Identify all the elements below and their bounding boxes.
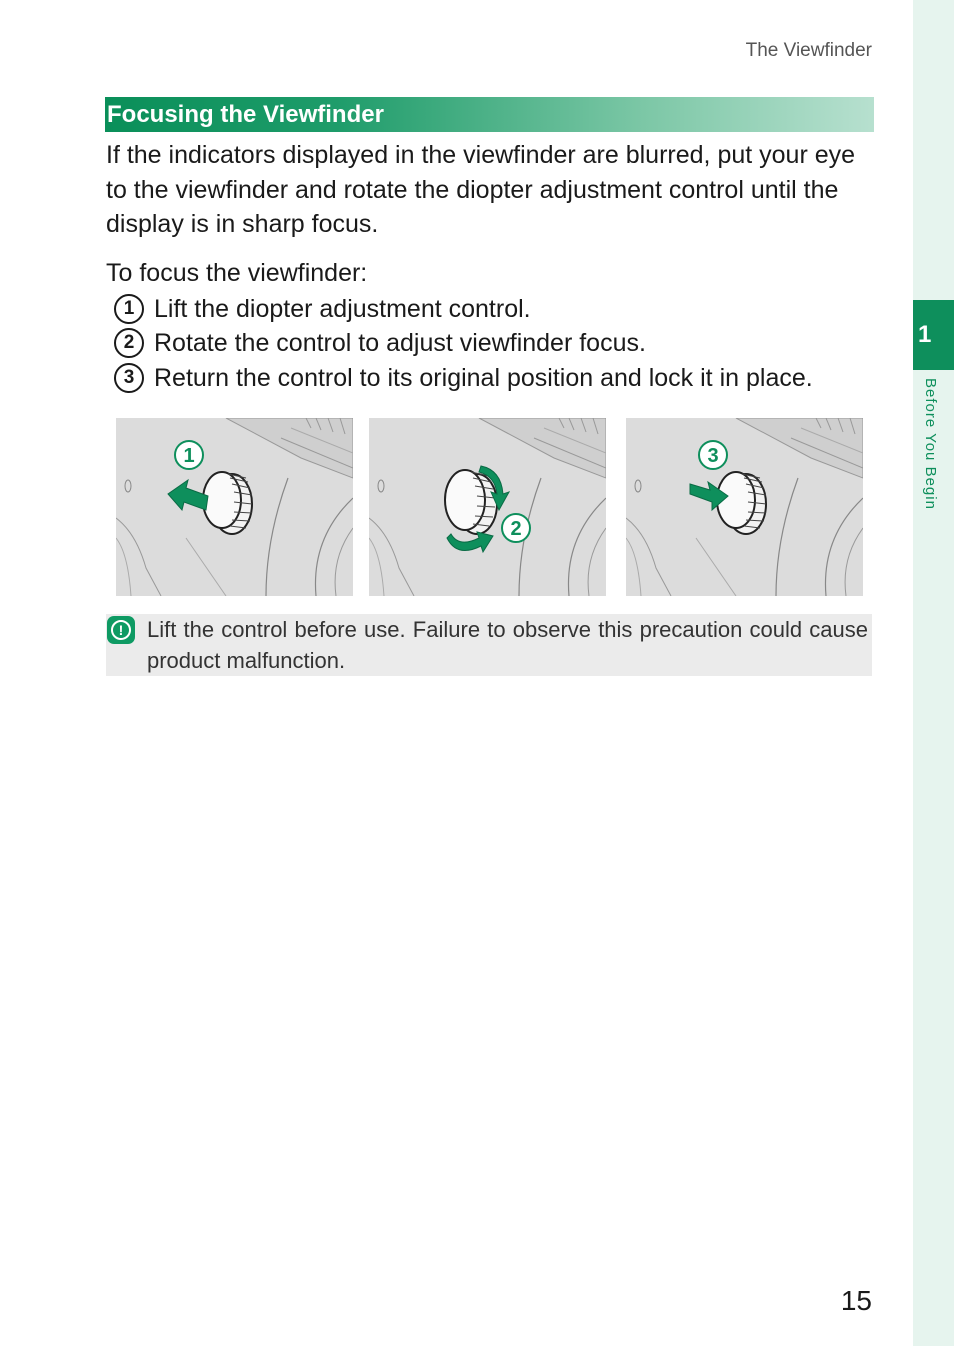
camera-illustration [626, 418, 863, 596]
running-header: The Viewfinder [745, 40, 872, 61]
section-heading [105, 97, 874, 132]
camera-illustration [116, 418, 353, 596]
step-text: Rotate the control to adjust viewfinder focus. [154, 328, 646, 357]
step-3 [114, 363, 813, 393]
section-heading-text: Focusing the Viewfinder [107, 100, 384, 128]
callout-1: 1 [183, 445, 195, 467]
step-number-badge: 1 [114, 294, 144, 324]
page-number: 15 [840, 1285, 872, 1316]
step-1 [114, 294, 531, 324]
chapter-tab[interactable] [913, 300, 954, 370]
caution-note-text: Lift the control before use. Failure to observe this precaution could cause product malfunction. [147, 617, 868, 673]
illustration-lift [116, 418, 353, 596]
chapter-number: 1 [918, 321, 932, 348]
chapter-title: Before You Begin [922, 378, 939, 510]
step-text: Return the control to its original position and lock it in place. [154, 363, 813, 392]
step-number-badge: 3 [114, 363, 144, 393]
illustration-push [626, 418, 863, 596]
intro-paragraph: If the indicators displayed in the viewfinder are blurred, put your eye to the viewfinder and rotate the diopter adjustment control until the display is in sharp focus. [106, 141, 856, 238]
step-number-badge: 2 [114, 328, 144, 358]
caution-note [106, 614, 872, 676]
step-text: Lift the diopter adjustment control. [154, 294, 531, 323]
caution-icon-symbol: ! [111, 620, 131, 640]
step-2 [114, 328, 646, 358]
camera-illustration [369, 418, 606, 596]
caution-icon [107, 616, 135, 644]
steps-intro: To focus the viewfinder: [106, 259, 368, 287]
callout-3: 3 [707, 445, 719, 467]
sidebar-strip [913, 0, 954, 1346]
illustration-rotate [369, 418, 606, 596]
callout-2: 2 [510, 518, 522, 540]
